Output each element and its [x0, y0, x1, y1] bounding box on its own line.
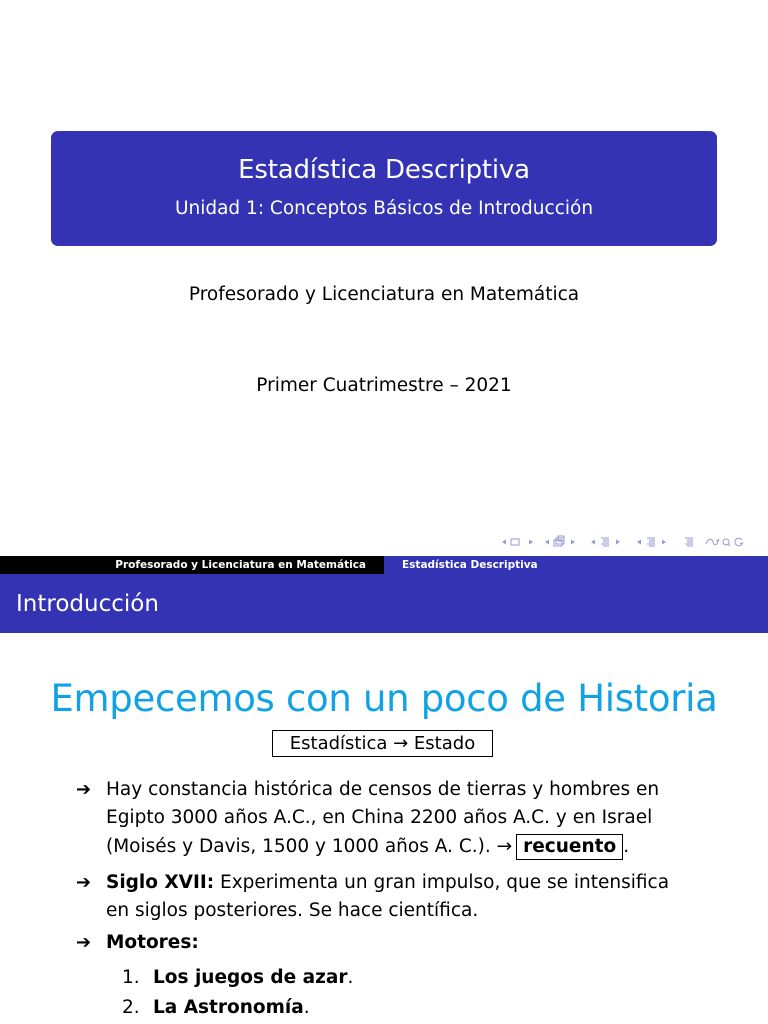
- bullet-2-line-2: en siglos posteriores. Se hace científica.: [106, 900, 479, 921]
- nav-section-icon[interactable]: [588, 535, 634, 549]
- enum-item-1-suffix: .: [347, 967, 354, 988]
- bullet-1-line-3-suffix: .: [623, 836, 630, 857]
- enum-item-1: [153, 964, 353, 992]
- content-slide: [0, 556, 768, 1024]
- headline-institute[interactable]: Profesorado y Licenciatura en Matemática: [0, 556, 384, 574]
- frame-title-bar: [0, 574, 768, 633]
- headline-bar: [0, 556, 768, 574]
- bullet-1-line-3: [106, 833, 712, 862]
- enum-number: 2.: [122, 997, 140, 1018]
- bullet-arrow-icon: ➔: [76, 872, 92, 893]
- headline-title[interactable]: Estadística Descriptiva: [384, 556, 768, 574]
- presentation-subtitle: Unidad 1: Conceptos Básicos de Introducción: [174, 198, 594, 219]
- navigation-symbols: [498, 534, 744, 550]
- bullet-2-bold: Siglo XVII:: [106, 872, 215, 893]
- institute: Profesorado y Licenciatura en Matemática: [188, 284, 580, 305]
- boxed-recuento: recuento: [516, 834, 623, 860]
- bullet-1-line-1: Hay constancia histórica de censos de tierras y hombres en: [106, 779, 660, 800]
- enum-item-1-bold: Los juegos de azar: [153, 967, 348, 988]
- frame-title: Introducción: [16, 591, 159, 617]
- bullet-1-line-2: Egipto 3000 años A.C., en China 2200 años A.C. y en Israel: [106, 807, 653, 828]
- bullet-3-bold: Motores:: [106, 932, 199, 953]
- bullet-2-text: Experimenta un gran impulso, que se intensifica: [220, 872, 670, 893]
- enum-item-2: [153, 994, 310, 1022]
- nav-subsection-icon[interactable]: [542, 535, 588, 549]
- boxed-formula: Estadística → Estado: [272, 730, 493, 757]
- bullet-2-line-1: [106, 869, 712, 898]
- date: Primer Cuatrimestre – 2021: [256, 375, 512, 396]
- bullet-1-line-3-text: (Moisés y Davis, 1500 y 1000 años A. C.). →: [106, 836, 513, 857]
- nav-frame-icon[interactable]: [498, 535, 542, 549]
- enum-number: 1.: [122, 967, 140, 988]
- nav-document-icon[interactable]: [634, 535, 680, 549]
- title-block: [51, 131, 717, 246]
- presentation-title: Estadística Descriptiva: [238, 155, 530, 185]
- enum-item-2-suffix: .: [303, 997, 310, 1018]
- nav-search-icon[interactable]: [704, 535, 744, 549]
- bullet-arrow-icon: ➔: [76, 779, 92, 800]
- enum-item-2-bold: La Astronomía: [153, 997, 304, 1018]
- section-heading: Empecemos con un poco de Historia: [50, 677, 718, 720]
- nav-appendix-icon[interactable]: [680, 535, 704, 549]
- bullet-arrow-icon: ➔: [76, 932, 92, 953]
